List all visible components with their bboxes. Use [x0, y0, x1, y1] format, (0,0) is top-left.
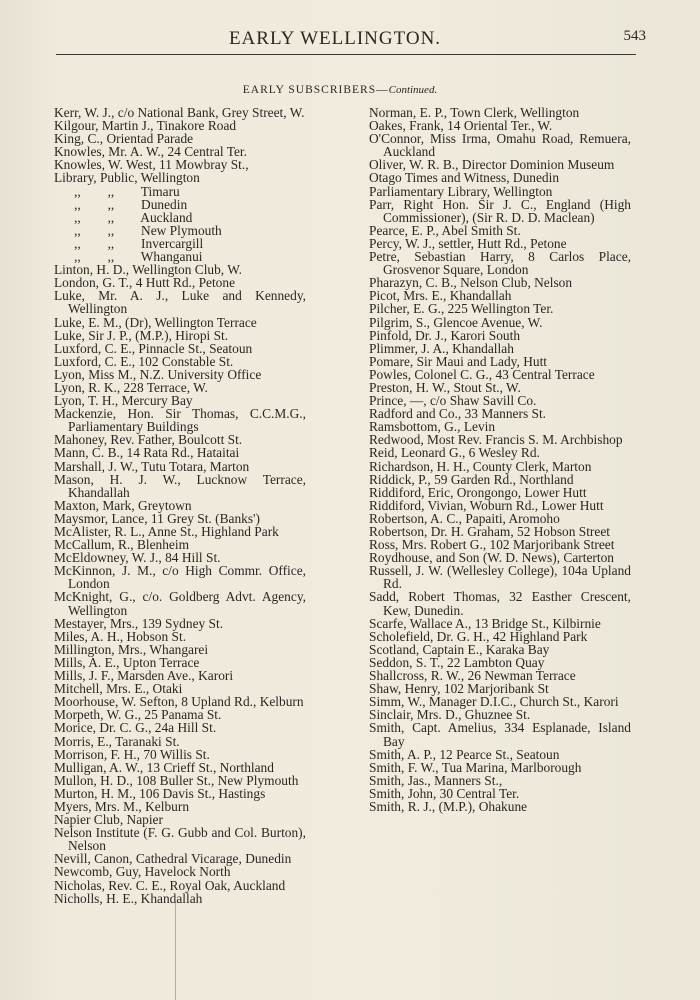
subscriber-entry: Norman, E. P., Town Clerk, Wellington — [369, 105, 580, 120]
subscriber-entry: Otago Times and Witness, Dunedin — [369, 170, 560, 186]
subscriber-entry: McAlister, R. L., Anne St., Highland Park — [54, 524, 279, 539]
subscriber-entry: Parliamentary Library, Wellington — [369, 183, 553, 199]
subscriber-entry: ,, ,, New Plymouth — [54, 222, 222, 238]
subscriber-entry: Seddon, S. T., 22 Lambton Quay — [369, 654, 545, 670]
subscriber-entry: Smith, A. P., 12 Pearce St., Seatoun — [369, 746, 560, 762]
subscriber-entry: Pomare, Sir Maui and Lady, Hutt — [369, 353, 548, 369]
subscriber-entry: Smith, Jas., Manners St., — [369, 772, 503, 788]
subscriber-entry: Pearce, E. P., Abel Smith St. — [369, 222, 521, 238]
subscriber-entry: Robertson, A. C., Papaiti, Aromoho — [369, 510, 560, 526]
subscriber-entry: McKinnon, J. M., c/o High Commr. Office, London — [54, 563, 306, 592]
subscriber-entry: Smith, Capt. Amelius, 334 Esplanade, Island Bay — [369, 720, 631, 749]
subscriber-entry: Oakes, Frank, 14 Oriental Ter., W. — [369, 118, 553, 134]
subscriber-entry: Morice, Dr. C. G., 24a Hill St. — [54, 720, 217, 736]
subscriber-entry: Miles, A. H., Hobson St. — [54, 628, 187, 644]
subscriber-entry: Parr, Right Hon. Sir J. C., England (High Commissioner), (Sir R. D. D. Maclean) — [369, 196, 631, 225]
subscriber-entry: Preston, H. W., Stout St., W. — [369, 379, 521, 395]
subscriber-entry: Lyon, T. H., Mercury Bay — [54, 393, 193, 409]
subscriber-entry: ,, ,, Timaru — [54, 183, 180, 199]
subscriber-entry: Smith, R. J., (M.P.), Ohakune — [369, 798, 528, 814]
subscriber-entry: Shallcross, R. W., 26 Newman Terrace — [369, 668, 576, 684]
subscriber-entry: Millington, Mrs., Whangarei — [54, 641, 209, 657]
subscriber-entry: Petre, Sebastian Harry, 8 Carlos Place, Grosvenor Square, London — [369, 249, 631, 278]
subscriber-entry: Simm, W., Manager D.I.C., Church St., Karori — [369, 694, 619, 710]
subscriber-entry: Knowles, W. West, 11 Mowbray St., — [54, 157, 249, 173]
subscriber-entry: Nevill, Canon, Cathedral Vicarage, Dunedin — [54, 851, 292, 867]
subscriber-entry: Mestayer, Mrs., 139 Sydney St. — [54, 615, 224, 631]
subscriber-entry: Shaw, Henry, 102 Marjoribank St — [369, 681, 549, 697]
subscriber-entry: Kilgour, Martin J., Tinakore Road — [54, 118, 237, 134]
subscriber-entry: Plimmer, J. A., Khandallah — [369, 340, 514, 356]
subscriber-entry: Luke, E. M., (Dr), Wellington Terrace — [54, 314, 257, 330]
subscriber-entry: Radford and Co., 33 Manners St. — [369, 406, 547, 422]
subscriber-entry: Maxton, Mark, Greytown — [54, 497, 192, 513]
subscriber-entry: Mackenzie, Hon. Sir Thomas, C.C.M.G., Parliamentary Buildings — [54, 406, 306, 435]
subscriber-entry: Sinclair, Mrs. D., Ghuznee St. — [369, 707, 531, 723]
subscriber-entry: Riddiford, Eric, Orongongo, Lower Hutt — [369, 484, 587, 500]
subscriber-entry: Scarfe, Wallace A., 13 Bridge St., Kilbirnie — [369, 615, 601, 631]
subscriber-list-left — [54, 106, 306, 905]
subscriber-entry: Nicholls, H. E., Khandallah — [54, 890, 203, 906]
subscriber-entry: Moorhouse, W. Sefton, 8 Upland Rd., Kelburn — [54, 694, 304, 710]
subscriber-entry: Nelson Institute (F. G. Gubb and Col. Burton), Nelson — [54, 825, 306, 854]
subscriber-entry: ,, ,, Dunedin — [54, 196, 188, 212]
subscriber-entry: McEldowney, W. J., 84 Hill St. — [54, 550, 221, 566]
subscriber-entry: Riddiford, Vivian, Woburn Rd., Lower Hutt — [369, 497, 604, 513]
subscriber-entry: Nicholas, Rev. C. E., Royal Oak, Auckland — [54, 877, 286, 893]
subscriber-entry: Robertson, Dr. H. Graham, 52 Hobson Street — [369, 524, 610, 539]
subscriber-entry: Reid, Leonard G., 6 Wesley Rd. — [369, 445, 540, 461]
subscriber-entry: Ramsbottom, G., Levin — [369, 419, 496, 435]
subscriber-entry: Linton, H. D., Wellington Club, W. — [54, 262, 243, 278]
subscriber-entry: Ross, Mrs. Robert G., 102 Marjoribank Street — [369, 537, 615, 553]
subscriber-entry: Lyon, Miss M., N.Z. University Office — [54, 366, 262, 382]
subscriber-entry: Luxford, C. E., 102 Constable St. — [54, 353, 234, 369]
subscriber-entry: Percy, W. J., settler, Hutt Rd., Petone — [369, 235, 567, 251]
section-heading — [0, 84, 680, 96]
subscriber-entry: Napier Club, Napier — [54, 812, 163, 828]
subscriber-entry: Mann, C. B., 14 Rata Rd., Hataitai — [54, 445, 240, 461]
subscriber-entry: Pharazyn, C. B., Nelson Club, Nelson — [369, 275, 573, 291]
subscriber-entry: Mullon, H. D., 108 Buller St., New Plymouth — [54, 772, 299, 788]
page-number: 543 — [623, 28, 646, 44]
subscriber-entry: Murton, H. M., 106 Davis St., Hastings — [54, 785, 266, 801]
subscriber-entry: Russell, J. W. (Wellesley College), 104a Upland Rd. — [369, 563, 631, 592]
subscriber-entry: Prince, —, c/o Shaw Savill Co. — [369, 393, 537, 409]
subscriber-entry: Scotland, Captain E., Karaka Bay — [369, 641, 550, 657]
subscriber-entry: Richardson, H. H., County Clerk, Marton — [369, 458, 592, 474]
subscriber-entry: ,, ,, Invercargill — [54, 235, 204, 251]
subscriber-entry: Kerr, W. J., c/o National Bank, Grey Street, W. — [54, 105, 305, 120]
subscriber-entry: Pinfold, Dr. J., Karori South — [369, 327, 521, 343]
header-rule — [56, 54, 636, 55]
subscriber-entry: Morris, E., Taranaki St. — [54, 733, 180, 749]
subscriber-entry: Oliver, W. R. B., Director Dominion Museum — [369, 157, 615, 173]
subscriber-list-right — [369, 106, 631, 813]
subscriber-entry: McKnight, G., c/o. Goldberg Advt. Agency, Wellington — [54, 589, 306, 618]
subscriber-entry: Marshall, J. W., Tutu Totara, Marton — [54, 458, 250, 474]
running-head — [0, 28, 700, 54]
subscriber-entry: Mahoney, Rev. Father, Boulcott St. — [54, 432, 243, 448]
subscriber-entry: Morrison, F. H., 70 Willis St. — [54, 746, 210, 762]
subscriber-entry: Luxford, C. E., Pinnacle St., Seatoun — [54, 340, 253, 356]
subscriber-entry: Pilgrim, S., Glencoe Avenue, W. — [369, 314, 543, 330]
section-heading-continued: Continued. — [388, 84, 438, 96]
subscriber-entry: ,, ,, Auckland — [54, 209, 193, 225]
subscriber-entry: Riddick, P., 59 Garden Rd., Northland — [369, 471, 574, 487]
subscriber-entry: McCallum, R., Blenheim — [54, 537, 190, 553]
section-heading-main: EARLY SUBSCRIBERS— — [242, 84, 389, 96]
subscriber-entry: Mason, H. J. W., Lucknow Terrace, Khandallah — [54, 471, 306, 500]
subscriber-entry: Newcomb, Guy, Havelock North — [54, 864, 231, 880]
subscriber-entry: Sadd, Robert Thomas, 32 Easther Crescent, Kew, Dunedin. — [369, 589, 631, 618]
subscriber-entry: London, G. T., 4 Hutt Rd., Petone — [54, 275, 236, 291]
subscriber-entry: King, C., Orientad Parade — [54, 131, 194, 147]
subscriber-entry: Luke, Mr. A. J., Luke and Kennedy, Wellington — [54, 288, 306, 317]
subscriber-entry: Scholefield, Dr. G. H., 42 Highland Park — [369, 628, 588, 644]
subscriber-entry: Powles, Colonel C. G., 43 Central Terrace — [369, 366, 595, 382]
subscriber-entry: Knowles, Mr. A. W., 24 Central Ter. — [54, 144, 247, 160]
subscriber-entry: Lyon, R. K., 228 Terrace, W. — [54, 379, 208, 395]
running-title: EARLY WELLINGTON. — [228, 28, 442, 49]
subscriber-entry: Redwood, Most Rev. Francis S. M. Archbishop — [369, 432, 623, 448]
subscriber-entry: Pilcher, E. G., 225 Wellington Ter. — [369, 301, 554, 317]
subscriber-entry: Mills, J. F., Marsden Ave., Karori — [54, 668, 234, 684]
subscriber-entry: Roydhouse, and Son (W. D. News), Carterton — [369, 550, 614, 566]
subscriber-entry: Library, Public, Wellington — [54, 170, 200, 186]
subscriber-entry: Mitchell, Mrs. E., Otaki — [54, 681, 183, 697]
subscriber-entry: Luke, Sir J. P., (M.P.), Hiropi St. — [54, 327, 229, 343]
subscriber-entry: O'Connor, Miss Irma, Omahu Road, Remuera, Auckland — [369, 131, 631, 160]
subscriber-entry: ,, ,, Whanganui — [54, 249, 203, 265]
subscriber-entry: Smith, John, 30 Central Ter. — [369, 785, 520, 801]
subscriber-entry: Smith, F. W., Tua Marina, Marlborough — [369, 759, 582, 775]
subscriber-entry: Myers, Mrs. M., Kelburn — [54, 798, 190, 814]
page-crease — [175, 900, 176, 1000]
subscriber-entry: Picot, Mrs. E., Khandallah — [369, 288, 512, 304]
subscriber-entry: Mulligan, A. W., 13 Crieff St., Northland — [54, 759, 274, 775]
subscriber-entry: Morpeth, W. G., 25 Panama St. — [54, 707, 222, 723]
subscriber-entry: Mills, A. E., Upton Terrace — [54, 654, 200, 670]
subscriber-entry: Maysmor, Lance, 11 Grey St. (Banks') — [54, 510, 260, 526]
